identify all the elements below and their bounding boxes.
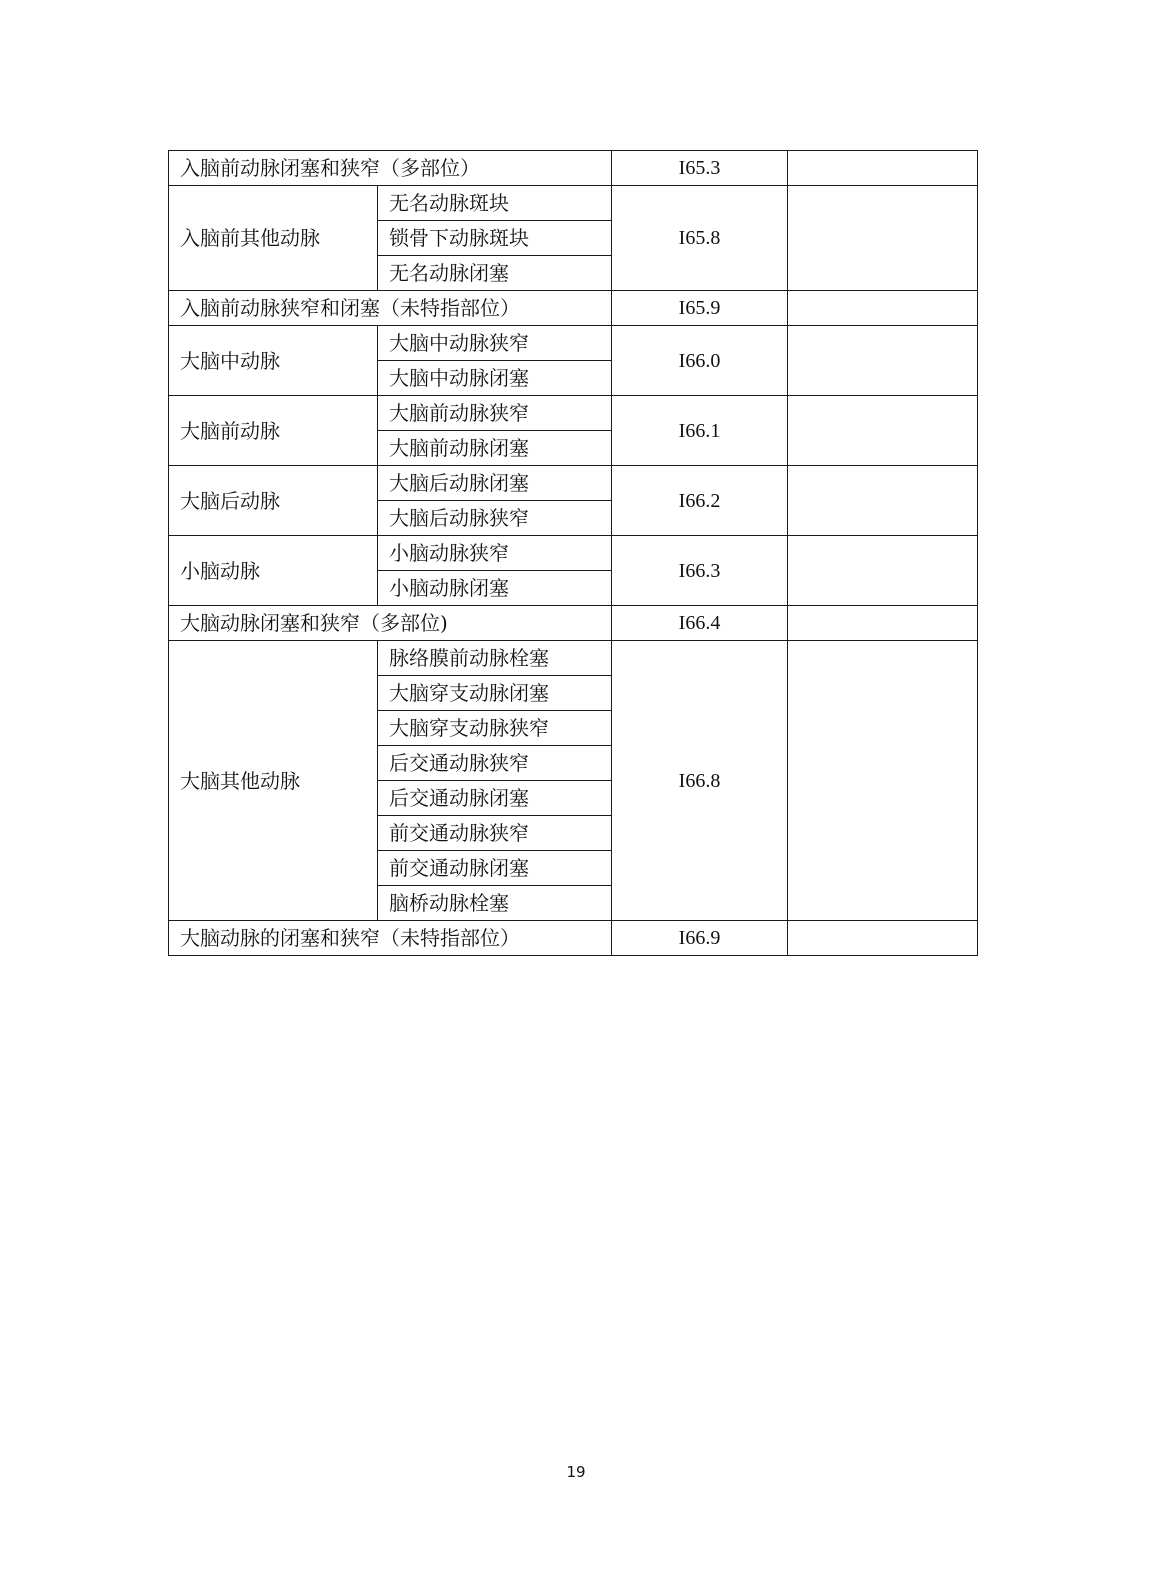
table-row bbox=[169, 396, 978, 431]
icd-code: I66.3 bbox=[612, 536, 788, 606]
icd-code: I66.0 bbox=[612, 326, 788, 396]
sub-item: 大脑穿支动脉狭窄 bbox=[378, 711, 612, 746]
icd-code: I66.1 bbox=[612, 396, 788, 466]
empty-cell bbox=[788, 186, 978, 291]
sub-item: 大脑前动脉闭塞 bbox=[378, 431, 612, 466]
table-row bbox=[169, 466, 978, 501]
icd-code: I66.4 bbox=[612, 606, 788, 641]
empty-cell bbox=[788, 921, 978, 956]
empty-cell bbox=[788, 396, 978, 466]
sub-item: 无名动脉斑块 bbox=[378, 186, 612, 221]
icd-code: I65.9 bbox=[612, 291, 788, 326]
row-label: 入脑前动脉闭塞和狭窄（多部位） bbox=[169, 151, 612, 186]
category-label: 大脑其他动脉 bbox=[169, 641, 378, 921]
empty-cell bbox=[788, 606, 978, 641]
category-label: 小脑动脉 bbox=[169, 536, 378, 606]
empty-cell bbox=[788, 291, 978, 326]
icd-code: I65.8 bbox=[612, 186, 788, 291]
table-row bbox=[169, 536, 978, 571]
sub-item: 大脑后动脉狭窄 bbox=[378, 501, 612, 536]
sub-item: 无名动脉闭塞 bbox=[378, 256, 612, 291]
table-row bbox=[169, 151, 978, 186]
sub-item: 大脑后动脉闭塞 bbox=[378, 466, 612, 501]
empty-cell bbox=[788, 536, 978, 606]
sub-item: 后交通动脉狭窄 bbox=[378, 746, 612, 781]
sub-item: 大脑中动脉闭塞 bbox=[378, 361, 612, 396]
icd-code: I66.2 bbox=[612, 466, 788, 536]
sub-item: 脉络膜前动脉栓塞 bbox=[378, 641, 612, 676]
sub-item: 锁骨下动脉斑块 bbox=[378, 221, 612, 256]
sub-item: 前交通动脉狭窄 bbox=[378, 816, 612, 851]
icd-code: I66.8 bbox=[612, 641, 788, 921]
sub-item: 大脑中动脉狭窄 bbox=[378, 326, 612, 361]
sub-item: 小脑动脉闭塞 bbox=[378, 571, 612, 606]
category-label: 大脑中动脉 bbox=[169, 326, 378, 396]
table-row bbox=[169, 291, 978, 326]
table-row bbox=[169, 326, 978, 361]
icd-code: I65.3 bbox=[612, 151, 788, 186]
row-label: 大脑动脉闭塞和狭窄（多部位) bbox=[169, 606, 612, 641]
empty-cell bbox=[788, 466, 978, 536]
row-label: 大脑动脉的闭塞和狭窄（未特指部位） bbox=[169, 921, 612, 956]
category-label: 入脑前其他动脉 bbox=[169, 186, 378, 291]
empty-cell bbox=[788, 641, 978, 921]
table-row bbox=[169, 641, 978, 676]
sub-item: 脑桥动脉栓塞 bbox=[378, 886, 612, 921]
icd-code: I66.9 bbox=[612, 921, 788, 956]
empty-cell bbox=[788, 326, 978, 396]
sub-item: 前交通动脉闭塞 bbox=[378, 851, 612, 886]
sub-item: 小脑动脉狭窄 bbox=[378, 536, 612, 571]
table-body bbox=[169, 151, 978, 956]
sub-item: 大脑前动脉狭窄 bbox=[378, 396, 612, 431]
table-row bbox=[169, 606, 978, 641]
sub-item: 大脑穿支动脉闭塞 bbox=[378, 676, 612, 711]
table-row bbox=[169, 186, 978, 221]
category-label: 大脑前动脉 bbox=[169, 396, 378, 466]
page-number: 19 bbox=[566, 1463, 586, 1481]
empty-cell bbox=[788, 151, 978, 186]
classification-table bbox=[168, 150, 978, 956]
row-label: 入脑前动脉狭窄和闭塞（未特指部位） bbox=[169, 291, 612, 326]
table-row bbox=[169, 921, 978, 956]
sub-item: 后交通动脉闭塞 bbox=[378, 781, 612, 816]
category-label: 大脑后动脉 bbox=[169, 466, 378, 536]
